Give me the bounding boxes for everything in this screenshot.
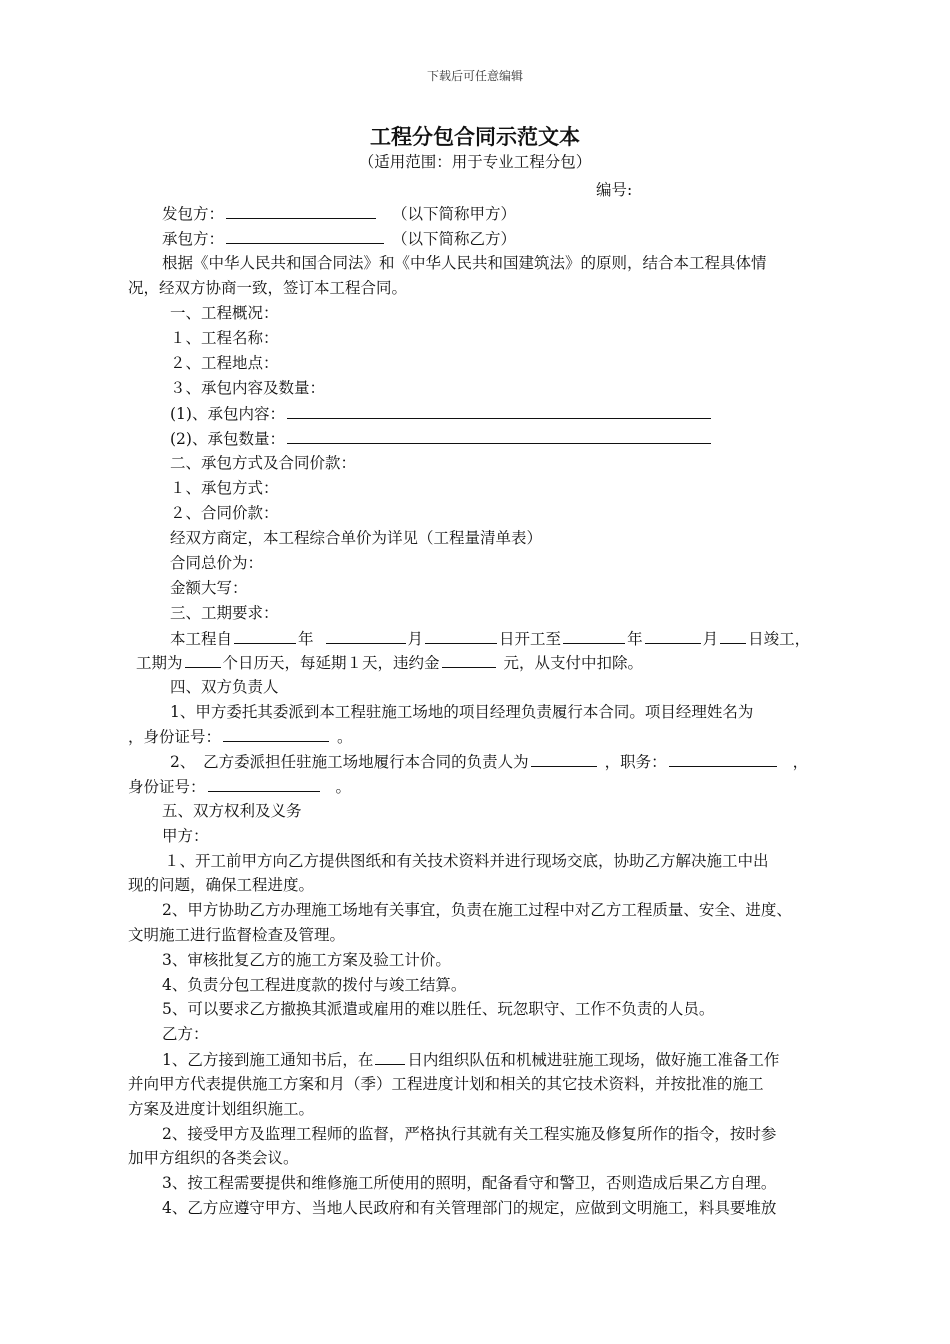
end-month-blank — [645, 628, 701, 644]
party-a-duty-line: 现的问题，确保工程进度。 — [128, 876, 315, 894]
duration-days-blank — [185, 652, 221, 668]
position-label: ，职务： — [604, 753, 667, 771]
representative-id-blank — [208, 776, 320, 792]
end-day-blank — [720, 628, 746, 644]
end-day-label: 日竣工， — [748, 630, 811, 648]
document-subtitle: （适用范围：用于专业工程分包） — [358, 153, 592, 171]
representative-id-label: 身份证号： — [128, 778, 206, 796]
party-b-duty-line: 加甲方组织的各类会议。 — [128, 1149, 299, 1167]
party-b-duty-line: 方案及进度计划组织施工。 — [128, 1100, 315, 1118]
start-year-blank — [234, 628, 296, 644]
contract-price-label: ２、合同价款： — [170, 504, 279, 522]
start-day-blank — [425, 628, 497, 644]
contract-number-label: 编号: — [596, 181, 633, 199]
party-a-manager-id-line — [128, 726, 353, 747]
end-month-label: 月 — [702, 630, 719, 648]
party-a-blank — [226, 203, 376, 219]
duration-label: 工期为 — [136, 654, 183, 672]
schedule-from-label: 本工程自 — [170, 630, 233, 648]
representative-id-end: 。 — [335, 778, 352, 796]
party-b-blank — [226, 228, 384, 244]
party-b-duty-line — [162, 1049, 779, 1070]
mobilization-days-blank — [375, 1049, 405, 1065]
representative-text: 2、 乙方委派担任驻施工场地履行本合同的负责人为 — [170, 753, 529, 771]
party-a-manager-text: 1、甲方委托其委派到本工程驻施工场地的项目经理负责履行本合同。项目经理姓名为 — [170, 703, 754, 721]
manager-id-blank — [223, 726, 329, 742]
unit-price-text: 经双方商定，本工程综合单价为详见（工程量清单表） — [170, 529, 543, 547]
amount-words-label: 金额大写： — [170, 579, 248, 597]
intro-line-2: 况，经双方协商一致，签订本工程合同。 — [128, 279, 408, 297]
content-blank — [287, 403, 711, 419]
party-a-line — [162, 203, 516, 224]
party-a-suffix: （以下简称甲方） — [392, 205, 517, 223]
contract-method-label: １、承包方式： — [170, 479, 279, 497]
project-name-label: １、工程名称： — [170, 329, 279, 347]
party-b-representative-line — [170, 751, 808, 772]
party-b-duty-line: 3、按工程需要提供和维修施工所使用的照明，配备看守和警卫，否则造成后果乙方自理。 — [162, 1174, 777, 1192]
party-b-duty-line: 4、乙方应遵守甲方、当地人民政府和有关管理部门的规定，应做到文明施工，料具要堆放 — [162, 1199, 777, 1217]
section-3-heading: 三、工期要求： — [170, 604, 279, 622]
party-a-label: 发包方： — [162, 205, 225, 223]
party-a-duty-line: 文明施工进行监督检查及管理。 — [128, 926, 346, 944]
party-b-suffix: （以下简称乙方） — [392, 230, 517, 248]
party-b-duty-1-end: 日内组织队伍和机械进驻施工现场，做好施工准备工作 — [407, 1051, 780, 1069]
party-a-duties-label: 甲方： — [162, 827, 209, 845]
section-4-heading: 四、双方负责人 — [170, 678, 279, 696]
start-year-label: 年 — [298, 630, 314, 648]
party-a-duty-line: 2、甲方协助乙方办理施工场地有关事宜，负责在施工过程中对乙方工程质量、安全、进度、 — [162, 901, 792, 919]
document-title: 工程分包合同示范文本 — [370, 125, 580, 149]
start-month-label: 月 — [407, 630, 424, 648]
party-a-duty-line: 4、负责分包工程进度款的拨付与竣工结算。 — [162, 976, 467, 994]
party-b-duty-line: 并向甲方代表提供施工方案和月（季）工程进度计划和相关的其它技术资料，并按批准的施工 — [128, 1075, 764, 1093]
party-b-label: 承包方： — [162, 230, 225, 248]
scope-label: ３、承包内容及数量： — [170, 379, 326, 397]
manager-id-end: 。 — [337, 728, 353, 746]
party-a-duty-line: 5、可以要求乙方撤换其派遣或雇用的难以胜任、玩忽职守、工作不负责的人员。 — [162, 1000, 715, 1018]
start-month-blank — [326, 628, 406, 644]
quantity-line — [170, 428, 713, 449]
penalty-amount-blank — [442, 652, 496, 668]
party-b-duties-label: 乙方： — [162, 1025, 209, 1043]
page-header-note: 下载后可任意编辑 — [426, 69, 523, 83]
party-a-duty-line: １、开工前甲方向乙方提供图纸和有关技术资料并进行现场交底，协助乙方解决施工中出 — [164, 852, 769, 870]
representative-name-blank — [531, 751, 597, 767]
end-year-blank — [563, 628, 625, 644]
manager-id-label: ，身份证号： — [128, 728, 222, 746]
content-line — [170, 403, 713, 424]
party-a-duty-line: 3、审核批复乙方的施工方案及验工计价。 — [162, 951, 451, 969]
party-b-representative-id-line — [128, 776, 351, 797]
start-day-label: 日开工至 — [499, 630, 562, 648]
party-b-duty-line: 2、接受甲方及监理工程师的监督，严格执行其就有关工程实施及修复所作的指令，按时参 — [162, 1125, 777, 1143]
position-blank — [669, 751, 777, 767]
end-year-label: 年 — [627, 630, 643, 648]
section-5-heading: 五、双方权利及义务 — [162, 802, 302, 820]
intro-line-1: 根据《中华人民共和国合同法》和《中华人民共和国建筑法》的原则，结合本工程具体情 — [162, 254, 767, 272]
schedule-line-1 — [170, 628, 810, 649]
penalty-deduction-text: 元，从支付中扣除。 — [503, 654, 644, 672]
section-2-heading: 二、承包方式及合同价款： — [170, 454, 357, 472]
schedule-line-2 — [136, 652, 643, 673]
project-location-label: ２、工程地点： — [170, 354, 279, 372]
quantity-label: (2)、承包数量： — [170, 430, 285, 448]
section-1-heading: 一、工程概况： — [170, 304, 279, 322]
party-b-duty-1-start: 1、乙方接到施工通知书后，在 — [162, 1051, 374, 1069]
position-end: ， — [792, 753, 809, 771]
penalty-label: 个日历天，每延期１天，违约金 — [222, 654, 440, 672]
quantity-blank — [287, 428, 711, 444]
content-label: (1)、承包内容： — [170, 405, 285, 423]
party-b-line — [162, 228, 516, 249]
total-price-label: 合同总价为： — [170, 554, 264, 572]
